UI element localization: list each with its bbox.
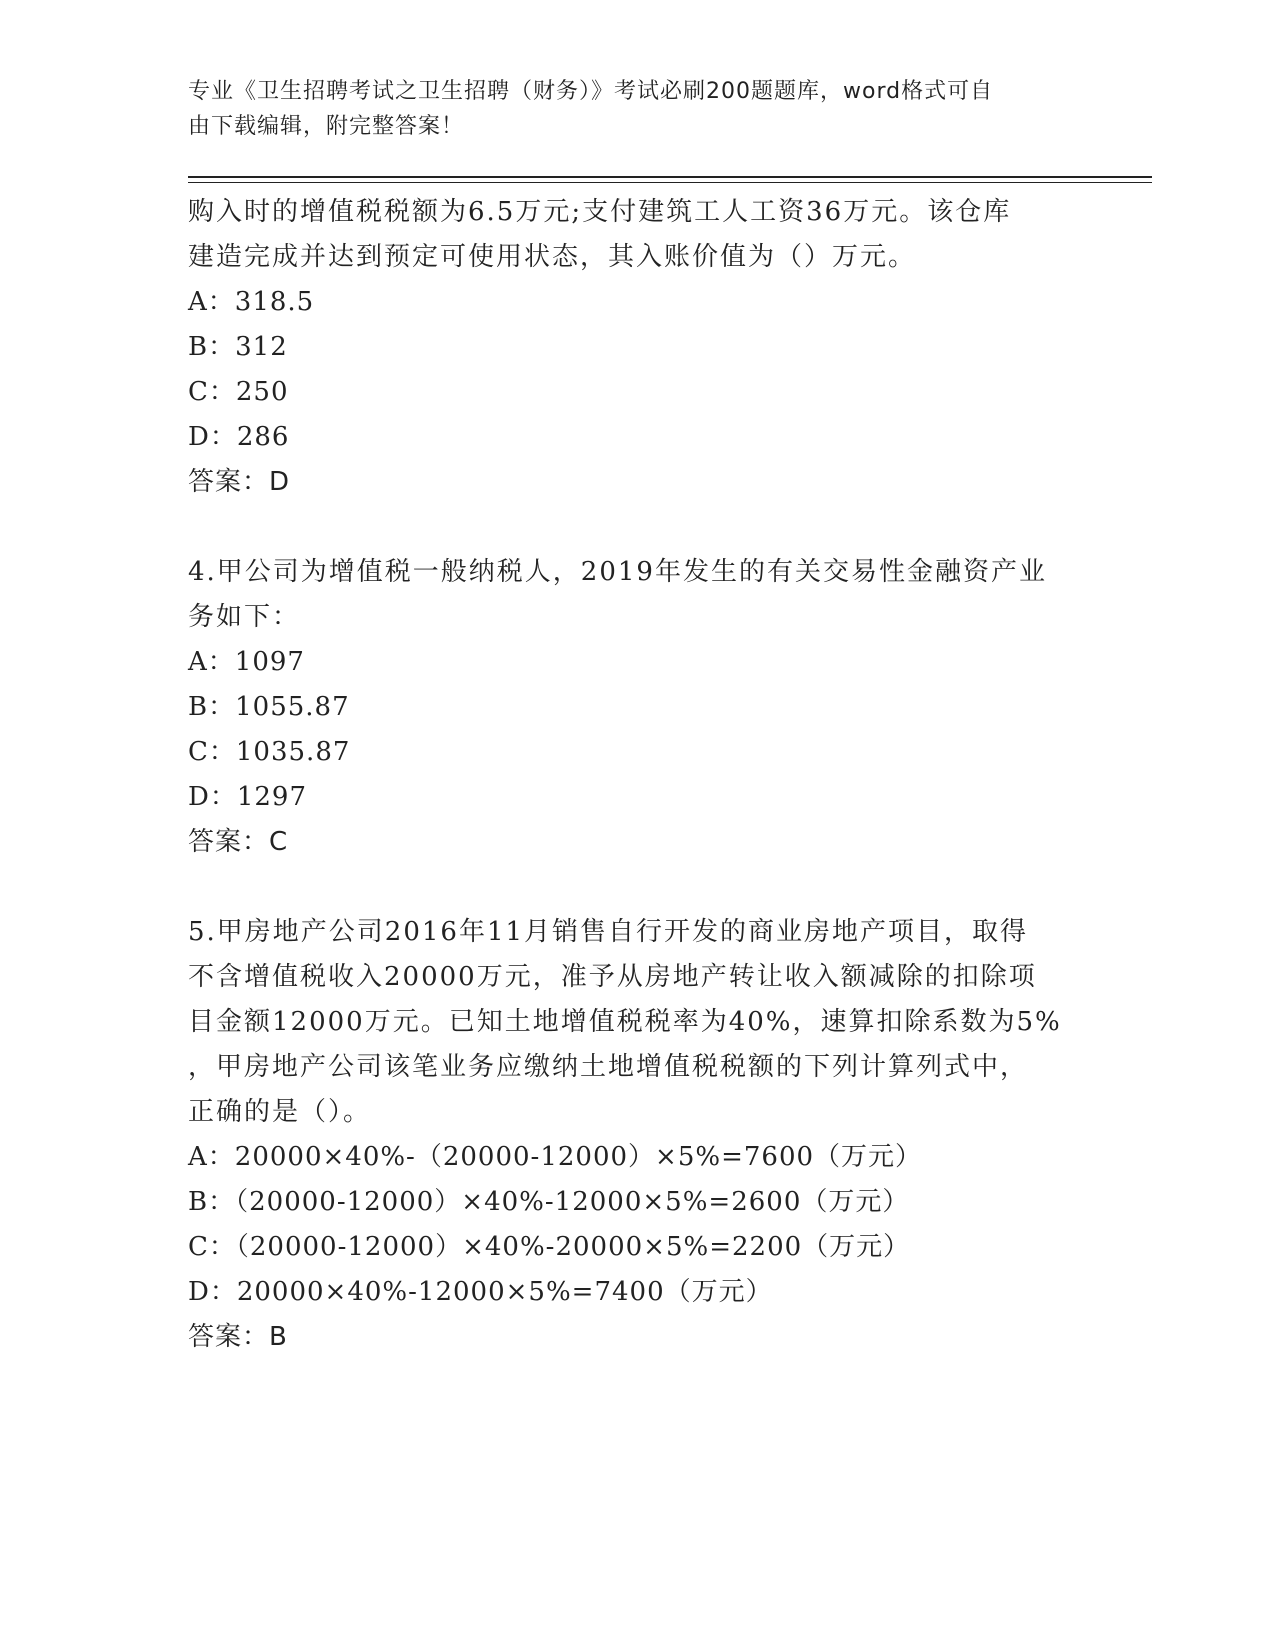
question-4-option-b: B：1055.87	[188, 692, 350, 722]
question-5-answer: 答案：B	[188, 1322, 288, 1352]
question-4-option-a: A：1097	[188, 647, 305, 677]
question-5-option-a: A：20000×40%-（20000-12000）×5%=7600（万元）	[188, 1142, 923, 1172]
question-5-text-line-5: 正确的是（）。	[188, 1097, 372, 1127]
question-3-option-b: B：312	[188, 332, 288, 362]
question-3-answer: 答案：D	[188, 467, 291, 497]
question-5-text-line-1: 5.甲房地产公司2016年11月销售自行开发的商业房地产项目，取得	[188, 917, 1029, 947]
question-5-text-line-3: 目金额12000万元。已知土地增值税税率为40%，速算扣除系数为5%	[188, 1007, 1062, 1037]
question-3-text-line-2: 建造完成并达到预定可使用状态，其入账价值为（）万元。	[188, 242, 917, 272]
question-3-option-c: C：250	[188, 377, 289, 407]
header-line-1: 专业《卫生招聘考试之卫生招聘（财务）》考试必刷200题题库，word格式可自	[188, 79, 994, 104]
question-4-option-d: D：1297	[188, 782, 308, 812]
question-5-text-line-2: 不含增值税收入20000万元，准予从房地产转让收入额减除的扣除项	[188, 962, 1037, 992]
question-5-option-b: B：（20000-12000）×40%-12000×5%=2600（万元）	[188, 1187, 910, 1217]
document-body	[188, 190, 1068, 1360]
question-4-option-c: C：1035.87	[188, 737, 351, 767]
question-5-text-line-4: ，甲房地产公司该笔业务应缴纳土地增值税税额的下列计算列式中，	[188, 1052, 1029, 1082]
question-3-text-line-1: 购入时的增值税税额为6.5万元;支付建筑工人工资36万元。该仓库	[188, 197, 1012, 227]
spacer	[188, 865, 1068, 910]
question-4-text-line-2: 务如下：	[188, 602, 301, 632]
header-divider-thick	[188, 176, 1152, 178]
spacer	[188, 505, 1068, 550]
question-5	[188, 910, 1068, 1360]
question-5-option-d: D：20000×40%-12000×5%=7400（万元）	[188, 1277, 773, 1307]
question-3-option-a: A：318.5	[188, 287, 315, 317]
header-line-2: 由下载编辑，附完整答案！	[188, 114, 465, 139]
question-3	[188, 190, 1068, 505]
question-3-option-d: D：286	[188, 422, 290, 452]
header-divider-thin	[188, 182, 1152, 183]
question-4-text-line-1: 4.甲公司为增值税一般纳税人，2019年发生的有关交易性金融资产业	[188, 557, 1047, 587]
question-4-answer: 答案：C	[188, 827, 289, 857]
question-4	[188, 550, 1068, 865]
question-5-option-c: C：（20000-12000）×40%-20000×5%=2200（万元）	[188, 1232, 911, 1262]
document-header	[188, 74, 1068, 144]
